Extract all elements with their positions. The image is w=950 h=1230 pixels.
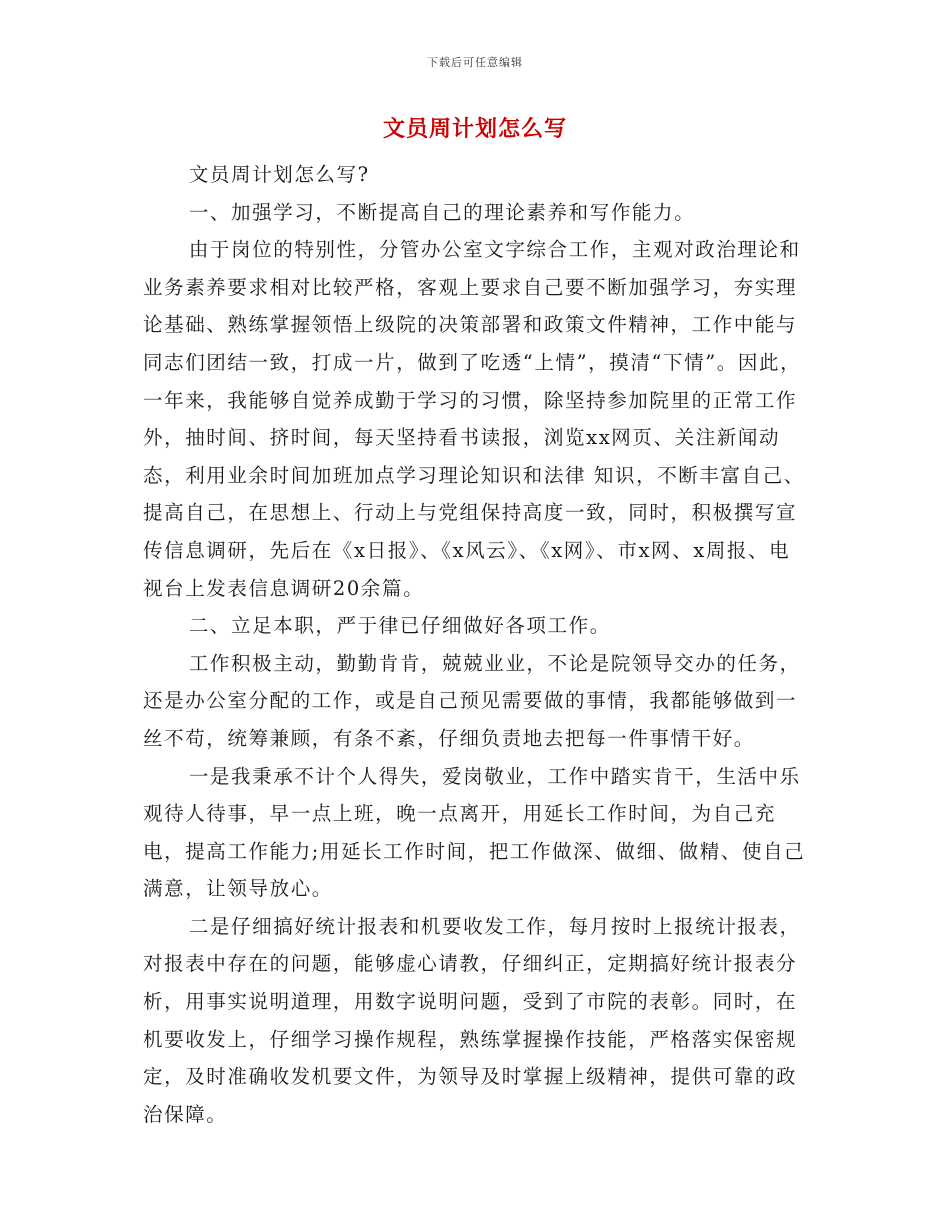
page-header-note: 下载后可任意编辑 (427, 56, 523, 69)
document-body (143, 156, 811, 1133)
document-title: 文员周计划怎么写 (382, 116, 567, 142)
paragraph-point-one: 一是我秉承不计个人得失，爱岗敬业，工作中踏实肯干，生活中乐观待人待事，早一点上班，晚一点离开，用延长工作时间，为自己充电，提高工作能力;用延长工作时间，把工作做深、做细、做精、使自己满意，让领导放心。 (143, 764, 806, 901)
paragraph-intro-question: 文员周计划怎么写? (188, 163, 370, 186)
paragraph-study-details: 由于岗位的特别性，分管办公室文字综合工作，主观对政治理论和业务素养要求相对比较严格，客观上要求自己要不断加强学习，夯实理论基础、熟练掌握领悟上级院的决策部署和政策文件精神，工作中能与同志们团结一致，打成一片，做到了吃透“上情”，摸清“下情”。因此，一年来，我能够自觉养成勤于学习的习惯，除坚持参加院里的正常工作外，抽时间、挤时间，每天坚持看书读报，浏览xx网页、关注新闻动态，利用业余时间加班加点学习理论知识和法律 知识，不断丰富自己、提高自己，在思想上、行动上与党组保持高度一致，同时，积极撰写宣传信息调研，先后在《x日报》、《x风云》、《x网》、市x网、x周报、电视台上发表信息调研20余篇。 (143, 238, 805, 600)
paragraph-duty-details: 工作积极主动，勤勤肯肯，兢兢业业，不论是院领导交办的任务，还是办公室分配的工作，或是自己预见需要做的事情，我都能够做到一丝不苟，统筹兼顾，有条不紊，仔细负责地去把每一件事情干好。 (143, 651, 801, 750)
paragraph-heading-duty: 二、立足本职，严于律已仔细做好各项工作。 (188, 614, 611, 638)
paragraph-point-two: 二是仔细搞好统计报表和机要收发工作，每月按时上报统计报表，对报表中存在的问题，能够虚心请教，仔细纠正，定期搞好统计报表分析，用事实说明道理，用数字说明问题，受到了市院的表彰。同时，在机要收发上，仔细学习操作规程，熟练掌握操作技能，严格落实保密规定，及时准确收发机要文件，为领导及时掌握上级精神，提供可靠的政治保障。 (143, 914, 801, 1126)
paragraph-heading-study: 一、加强学习，不断提高自己的理论素养和写作能力。 (188, 200, 696, 224)
